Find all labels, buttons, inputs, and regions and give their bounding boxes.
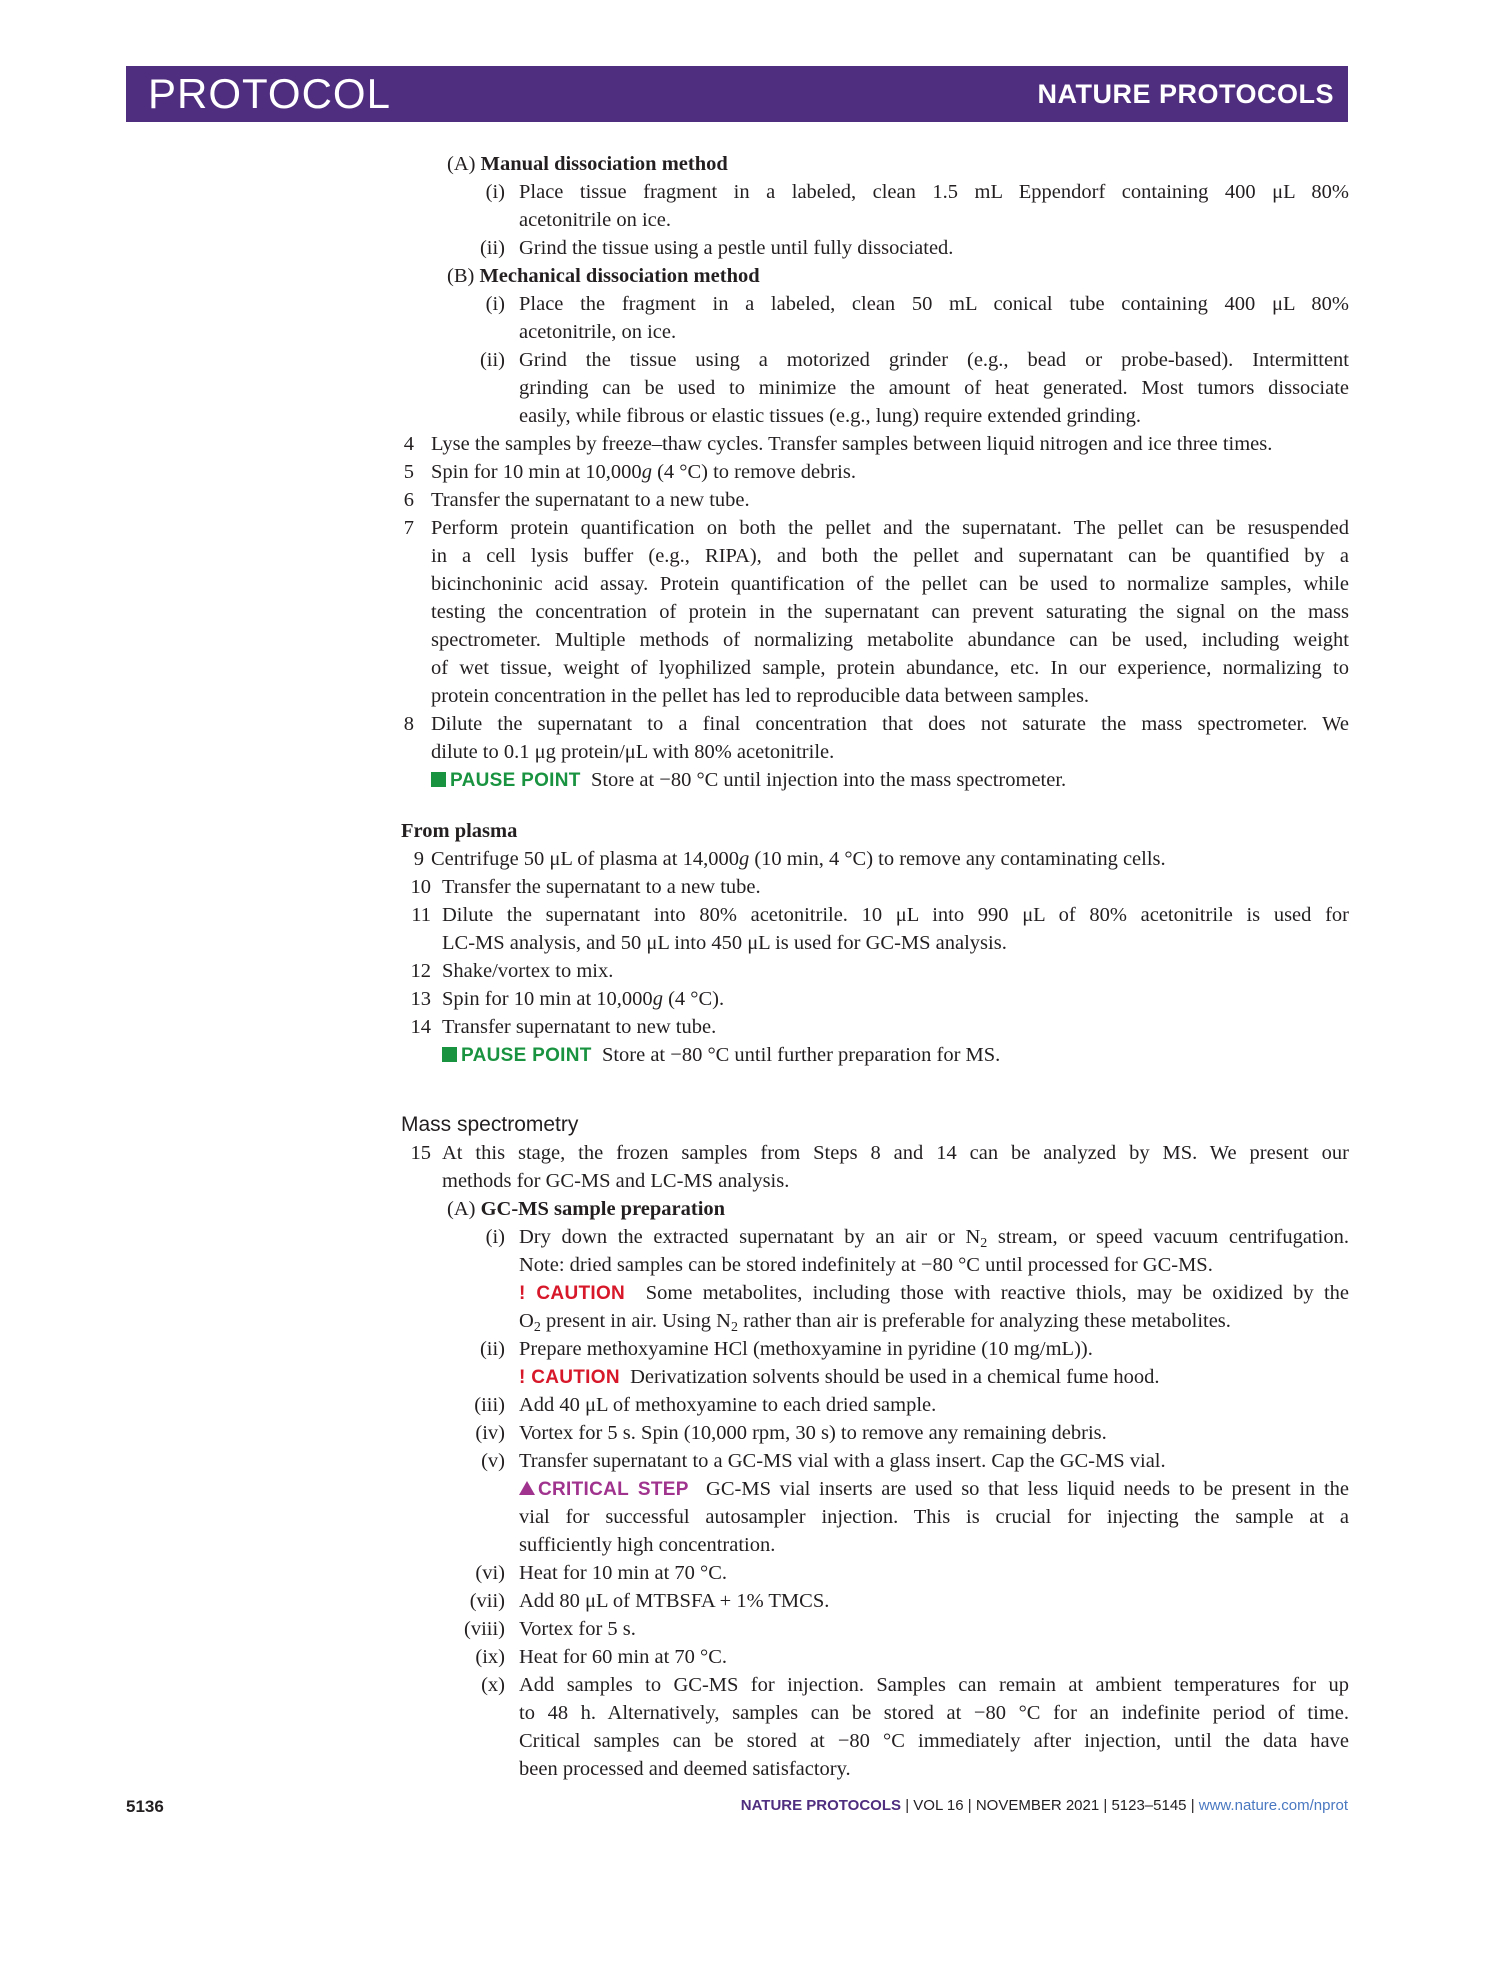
step15-ii-line1: Prepare methoxyamine HCl (methoxyamine in pyridine (10 mg/mL)). [519,1338,1093,1360]
step3-b-ii-line3: easily, while fibrous or elastic tissues (e.g., lung) require extended grinding. [519,405,1142,427]
journal-url-link[interactable]: www.nature.com/nprot [1198,1797,1348,1814]
step-number: 12 [410,960,431,982]
step15-iii-line1: Add 40 μL of methoxyamine to each dried sample. [519,1394,937,1416]
critical-step-line3: sufficiently high concentration. [519,1534,776,1556]
step11-line1: Dilute the supernatant into 80% acetonitrile. 10 μL into 990 μL of 80% acetonitrile is used for [442,904,1349,926]
step10-line1: Transfer the supernatant to a new tube. [442,876,761,898]
critical-triangle-icon [519,1481,535,1495]
caution-note-line2: $O_2$ present in air. Using $N_2$ rather than air is preferable for analyzing these metabolites. [519,1310,1231,1335]
step15-i-line1: Dry down the extracted supernatant by an air or $N_2$ stream, or speed vacuum centrifugation. [519,1226,1349,1251]
step3-a-i-num: (i) [485,181,505,203]
section-heading-ms: Mass spectrometry [401,1113,579,1136]
step15-iv-line1: Vortex for 5 s. Spin (10,000 rpm, 30 s) to remove any remaining debris. [519,1422,1107,1444]
caution-note: ! CAUTION Derivatization solvents should be used in a chemical fume hood. [519,1366,1160,1388]
step15-vii-num: (vii) [469,1590,505,1612]
step15-vii-line1: Add 80 μL of MTBSFA + 1% TMCS. [519,1590,830,1612]
step15-line1: At this stage, the frozen samples from Steps 8 and 14 can be analyzed by MS. We present our [442,1142,1349,1164]
pause-square-icon [431,772,446,787]
step4-line1: Lyse the samples by freeze–thaw cycles. Transfer samples between liquid nitrogen and ice three times. [431,433,1273,455]
step14-line1: Transfer supernatant to new tube. [442,1016,717,1038]
step-number: 6 [403,489,414,511]
step-number: 5 [403,461,414,483]
step7-line7: protein concentration in the pellet has led to reproducible data between samples. [431,685,1090,707]
page-number: 5136 [126,1797,164,1816]
step15-x-line3: Critical samples can be stored at −80 °C immediately after injection, until the data have [519,1730,1349,1752]
step9-line1: Centrifuge 50 μL of plasma at 14,000g (10 min, 4 °C) to remove any contaminating cells. [431,848,1166,870]
pause-point-note: PAUSE POINT Store at −80 °C until further preparation for MS. [442,1041,1000,1070]
step15-x-line1: Add samples to GC-MS for injection. Samples can remain at ambient temperatures for up [519,1674,1349,1696]
step3-b-ii-line2: grinding can be used to minimize the amount of heat generated. Most tumors dissociate [519,377,1349,399]
step7-line5: spectrometer. Multiple methods of normalizing metabolite abundance can be used, including weight [431,629,1349,651]
step-number: 7 [403,517,414,539]
step15-i-line2: Note: dried samples can be stored indefinitely at −80 °C until processed for GC-MS. [519,1254,1213,1276]
step15-x-num: (x) [481,1674,505,1696]
step3-a-i-line1: Place tissue fragment in a labeled, clean 1.5 mL Eppendorf containing 400 μL 80% [519,181,1349,203]
step5-line1: Spin for 10 min at 10,000g (4 °C) to remove debris. [431,461,856,483]
step15-viii-line1: Vortex for 5 s. [519,1618,636,1640]
step3-b-ii-line1: Grind the tissue using a motorized grinder (e.g., bead or probe-based). Intermittent [519,349,1349,371]
step-number: 13 [410,988,431,1010]
pause-point-note: PAUSE POINT Store at −80 °C until injection into the mass spectrometer. [431,766,1066,795]
step15-x-line4: been processed and deemed satisfactory. [519,1758,851,1780]
step15-a-label: (A) GC-MS sample preparation [447,1198,726,1220]
critical-step-note: CRITICAL STEP GC-MS vial inserts are used so that less liquid needs to be present in the [519,1475,1349,1504]
step15-line2: methods for GC-MS and LC-MS analysis. [442,1170,790,1192]
step11-line2: LC-MS analysis, and 50 μL into 450 μL is used for GC-MS analysis. [442,932,1007,954]
step7-line2: in a cell lysis buffer (e.g., RIPA), and both the pellet and supernatant can be quantified by a [431,545,1349,567]
step3-b-ii-num: (ii) [479,349,505,371]
step-number: 14 [410,1016,431,1038]
step3-b-i-num: (i) [485,293,505,315]
section-label: PROTOCOL [148,70,391,117]
step15-v-line1: Transfer supernatant to a GC-MS vial with a glass insert. Cap the GC-MS vial. [519,1450,1166,1472]
critical-step-line2: vial for successful autosampler injection. This is crucial for injecting the sample at a [519,1506,1349,1528]
step3-a-ii-num: (ii) [479,237,505,259]
step15-i-num: (i) [485,1226,505,1248]
step15-vi-line1: Heat for 10 min at 70 °C. [519,1562,728,1584]
step3-a-ii-line1: Grind the tissue using a pestle until fully dissociated. [519,237,954,259]
step15-viii-num: (viii) [464,1618,505,1640]
step7-line3: bicinchoninic acid assay. Protein quantification of the pellet can be used to normalize samples, while [431,573,1349,595]
step7-line1: Perform protein quantification on both the pellet and the supernatant. The pellet can be resuspended [431,517,1349,539]
step15-vi-num: (vi) [475,1562,505,1584]
step-number: 11 [411,904,431,926]
step3-b-label: (B) Mechanical dissociation method [447,265,760,287]
page-header-bar [126,66,1348,122]
step-number: 15 [410,1142,431,1164]
step15-x-line2: to 48 h. Alternatively, samples can be stored at −80 °C for an indefinite period of time. [519,1702,1349,1724]
section-heading-plasma: From plasma [401,820,518,842]
step15-ii-num: (ii) [479,1338,505,1360]
step3-b-i-line1: Place the fragment in a labeled, clean 50 mL conical tube containing 400 μL 80% [519,293,1349,315]
step-number: 9 [413,848,424,870]
step15-ix-line1: Heat for 60 min at 70 °C. [519,1646,728,1668]
step13-line1: Spin for 10 min at 10,000g (4 °C). [442,988,725,1010]
step12-line1: Shake/vortex to mix. [442,960,614,982]
step7-line6: of wet tissue, weight of lyophilized sample, protein abundance, etc. In our experience, normalizing to [431,657,1349,679]
step7-line4: testing the concentration of protein in the supernatant can prevent saturating the signal on the mass [431,601,1349,623]
step-number: 4 [403,433,414,455]
caution-note: ! CAUTION Some metabolites, including those with reactive thiols, may be oxidized by the [519,1282,1350,1304]
step15-v-num: (v) [481,1450,505,1472]
step3-b-i-line2: acetonitrile, on ice. [519,321,677,343]
step3-a-i-line2: acetonitrile on ice. [519,209,671,231]
step-number: 8 [403,713,414,735]
pause-square-icon [442,1047,457,1062]
step8-line2: dilute to 0.1 μg protein/μL with 80% acetonitrile. [431,741,835,763]
step3-a-label: (A) Manual dissociation method [447,153,728,175]
step15-ix-num: (ix) [475,1646,505,1668]
footer-citation: NATURE PROTOCOLS | VOL 16 | NOVEMBER 2021 | 5123–5145 | www.nature.com/nprot [740,1797,1348,1814]
step15-iv-num: (iv) [475,1422,505,1444]
step6-line1: Transfer the supernatant to a new tube. [431,489,750,511]
step8-line1: Dilute the supernatant to a final concentration that does not saturate the mass spectrometer. We [431,713,1349,735]
step15-iii-num: (iii) [474,1394,505,1416]
journal-label: NATURE PROTOCOLS [1037,79,1334,109]
step-number: 10 [410,876,431,898]
